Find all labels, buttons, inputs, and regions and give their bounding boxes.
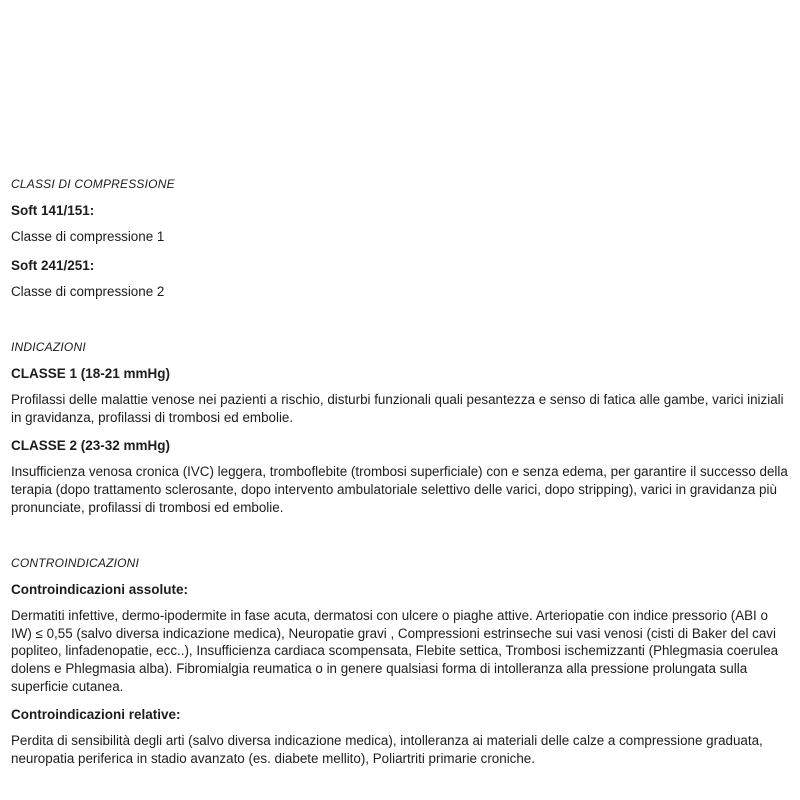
classe-2-title: CLASSE 2 (23-32 mmHg)	[11, 438, 171, 454]
soft-141-151-value: Classe di compressione 1	[11, 229, 165, 244]
classe-1-title: CLASSE 1 (18-21 mmHg)	[11, 366, 171, 382]
soft-241-251-label: Soft 241/251:	[11, 257, 95, 273]
controindicazioni-assolute-title: Controindicazioni assolute:	[11, 582, 189, 598]
controindicazioni-relative-paragraph: Perdita di sensibilità degli arti (salvo diversa indicazione medica), intolleranza ai materiali delle calze a compressione graduata, neuropatia periferica in stadio avanzato (es. diabete mellito), Poliartriti primarie croniche.	[11, 733, 763, 766]
section-classi-di-compressione	[11, 177, 791, 300]
section-heading-controindicazioni: CONTROINDICAZIONI	[11, 556, 140, 571]
controindicazioni-assolute-paragraph: Dermatiti infettive, dermo-ipodermite in fase acuta, dermatosi con ulcere o piaghe attive. Arteriopatie con indice pressorio (ABI o IW) ≤ 0,55 (salvo diversa indicazione medica), Neuropatie gravi , Compressioni estrinseche sui vasi venosi (cisti di Baker del cavi popliteo, linfadenopatie, ecc..), Insufficienza cardiaca scompensata, Flebite settica, Trombosi ischemizzanti (Phlegmasia coerulea dolens e Phlegmasia alba). Fibromialgia reumatica o in genere qualsiasi forma di intolleranza alla pressione prolungata sulla superficie cutanea.	[11, 608, 779, 694]
soft-141-151-label: Soft 141/151:	[11, 203, 95, 218]
section-controindicazioni	[11, 556, 791, 767]
controindicazioni-relative-title: Controindicazioni relative:	[11, 707, 181, 723]
classe-2-paragraph: Insufficienza venosa cronica (IVC) leggera, tromboflebite (trombosi superficiale) con e senza edema, per garantire il successo della terapia (dopo trattamento sclerosante, dopo intervento ambulatoriale selettivo delle varici, dopo stripping), varici in gravidanza più pronunciate, profilassi di trombosi ed embolie.	[11, 464, 788, 515]
section-heading-indicazioni: INDICAZIONI	[11, 340, 86, 355]
section-heading-classi: CLASSI DI COMPRESSIONE	[11, 177, 175, 191]
soft-241-251-value: Classe di compressione 2	[11, 283, 165, 299]
classe-1-paragraph: Profilassi delle malattie venose nei pazienti a rischio, disturbi funzionali quali pesantezza e senso di fatica alle gambe, varici iniziali in gravidanza, profilassi di trombosi ed embolie.	[11, 392, 784, 425]
section-indicazioni	[11, 340, 791, 516]
